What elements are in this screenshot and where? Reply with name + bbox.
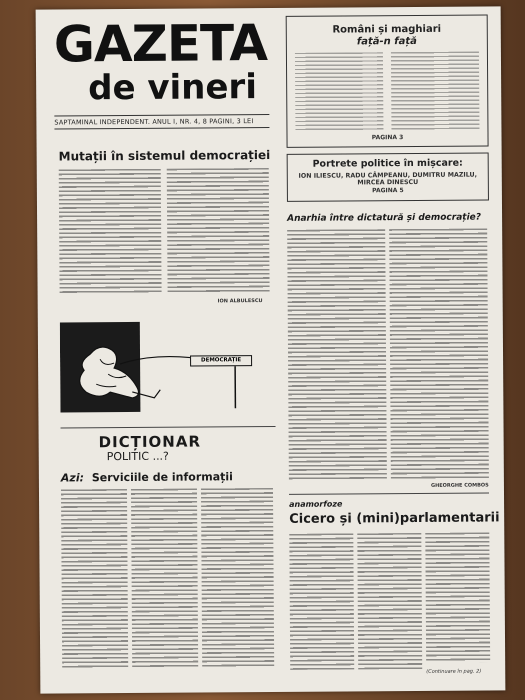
anarhia-author: GHEORGHE COMBOS (430, 482, 489, 489)
teaser-title-line1: Români și maghiari (332, 23, 442, 36)
cicero-text-column-2 (357, 533, 422, 669)
dictionar-title: DICȚIONAR (98, 432, 202, 452)
servicii-text-column-3 (201, 488, 274, 668)
masthead-tagline: SAPTAMINAL INDEPENDENT. ANUL I, NR. 4, 8 PAGINI, 3 LEI (54, 114, 269, 130)
portrete-names-line1: ION ILIESCU, RADU CÂMPEANU, DUMITRU MAZILU, (298, 171, 478, 180)
democratie-cartoon-illustration (60, 313, 276, 419)
mutatii-author: ION ALBULESCU (217, 298, 263, 305)
mutatii-text-column-2 (167, 168, 270, 294)
cicero-kicker: anamorfoze (289, 499, 343, 509)
servicii-text-column-1 (61, 489, 128, 669)
servicii-headline-row (61, 470, 233, 484)
masthead-title: GAZETA (53, 14, 268, 74)
teaser-text-column-left (295, 52, 384, 131)
newspaper-page (36, 6, 506, 693)
headline-mutatii: Mutații în sistemul democrației (58, 147, 271, 164)
mutatii-text-column-1 (59, 169, 162, 295)
democratie-signpost (190, 355, 252, 366)
headline-anarhia: Anarhia între dictatură și democrație? (287, 212, 482, 224)
cicero-text-column-1 (289, 533, 354, 669)
portrete-names-line2: MIRCEA DINESCU (357, 178, 419, 187)
dictionar-subtitle: POLITIC ...? (106, 449, 169, 464)
teaser-box-romani-maghiari (286, 14, 489, 147)
teaser-box-portrete (287, 152, 489, 201)
masthead-subtitle: de vineri (88, 67, 258, 109)
portrete-title: Portrete politice în mișcare: (312, 157, 463, 170)
teaser-page-ref: PAGINA 3 (371, 134, 404, 142)
cicero-continued: (Continuare în pag. 2) (426, 668, 482, 675)
section-divider-right (289, 492, 489, 494)
servicii-prefix: Azi: (60, 471, 85, 485)
anarhia-text-column-2 (389, 228, 489, 479)
anarhia-text-column-1 (287, 229, 387, 480)
cicero-text-column-3 (425, 532, 490, 662)
portrete-page-ref: PAGINA 5 (372, 187, 404, 195)
signpost-label: DEMOCRAȚIE (200, 357, 242, 364)
section-divider (61, 426, 276, 429)
teaser-title-line2: față-n față (356, 35, 417, 48)
servicii-headline: Serviciile de informații (91, 470, 233, 485)
headline-cicero: Cicero și (mini)parlamentarii (289, 510, 500, 527)
teaser-text-column-right (391, 52, 480, 131)
cartoon-figure-graphic (60, 313, 276, 419)
servicii-text-column-2 (131, 489, 198, 669)
